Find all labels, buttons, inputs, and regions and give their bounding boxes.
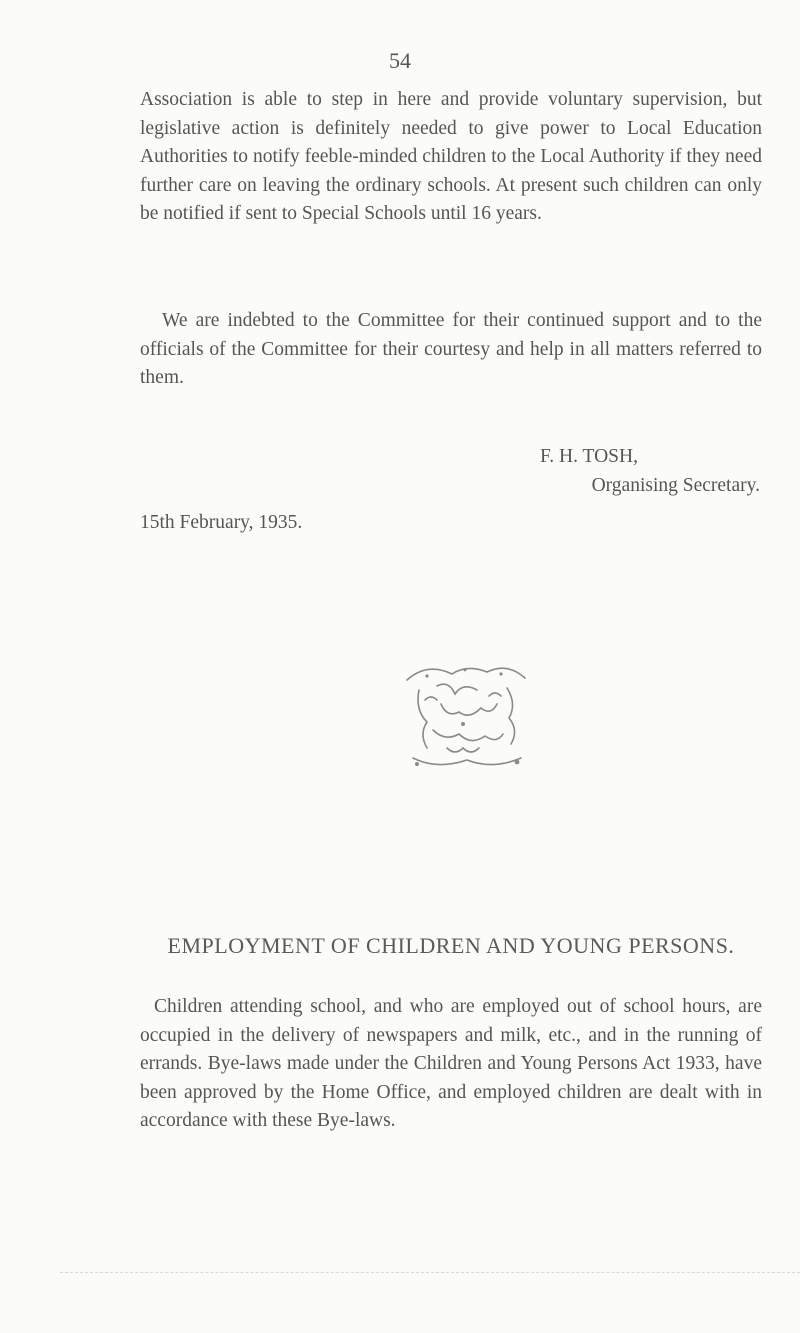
body-paragraph-1: Association is able to step in here and provide voluntary supervision, but legislative action is definitely needed to give power to Local Education Authorities to notify feeble-minded children to the Local Authority if they need further care on leaving the ordinary schools. At present such children can only be notified if sent to Special Schools until 16 years. bbox=[140, 89, 762, 224]
signatory-role: Organising Secretary. bbox=[591, 474, 760, 496]
body-paragraph-2: We are indebted to the Committee for their continued support and to the officials of the Committee for their courtesy and help in all matters referred to them. bbox=[140, 310, 762, 388]
signature-block bbox=[500, 443, 760, 500]
page-number: 54 bbox=[389, 48, 411, 73]
bottom-rule bbox=[60, 1272, 800, 1273]
section-heading: EMPLOYMENT OF CHILDREN AND YOUNG PERSONS. bbox=[167, 933, 735, 958]
section-paragraph: Children attending school, and who are employed out of school hours, are occupied in the delivery of newspapers and milk, etc., and in the running of errands. Bye-laws made under the Children and Young Persons Act 1933, have been approved by the Home Office, and employed children are dealt with in accordance with these Bye-laws. bbox=[140, 996, 762, 1131]
signatory-name: F. H. TOSH, bbox=[540, 446, 638, 467]
date-line: 15th February, 1935. bbox=[140, 512, 303, 533]
printer-ornament bbox=[397, 660, 535, 778]
